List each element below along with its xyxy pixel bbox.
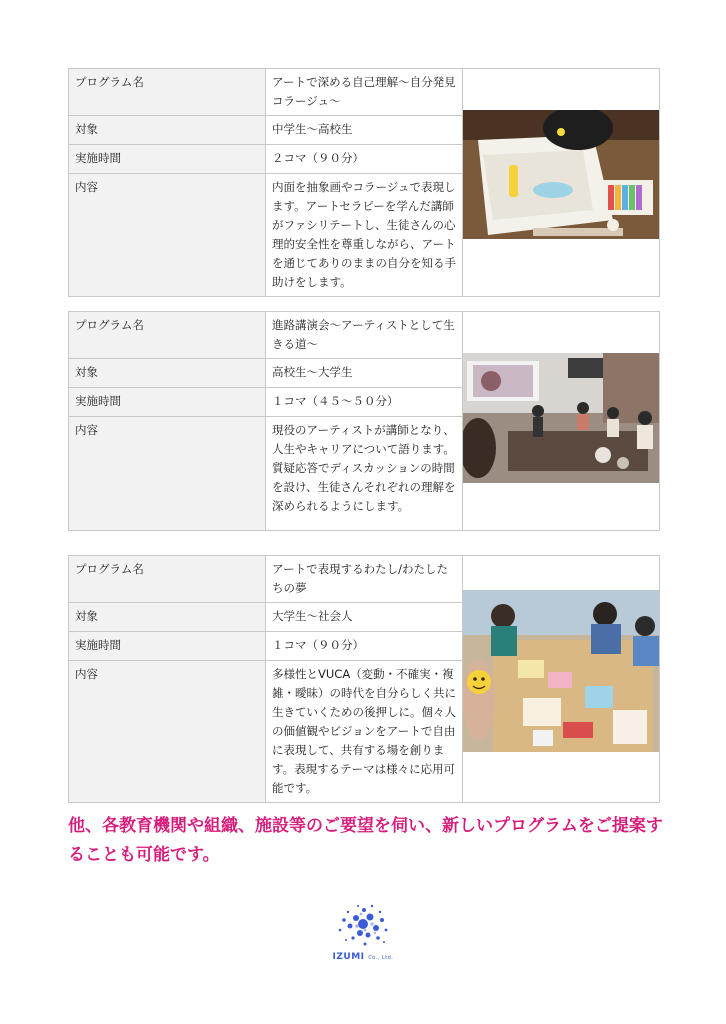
program-table-2 <box>68 311 656 531</box>
workshop-photo <box>463 590 659 752</box>
target-value: 高校生〜大学生 <box>266 359 463 388</box>
content-value: 現役のアーティストが講師となり、人生やキャリアについて語ります。質疑応答でディスカッションの時間を設け、生徒さんそれぞれの理解を深められるようにします。 <box>266 417 463 531</box>
logo-text <box>320 952 406 962</box>
time-value: ２コマ（９０分） <box>266 145 463 174</box>
target-label: 対象 <box>69 603 266 632</box>
photo-cell <box>463 312 660 531</box>
target-label: 対象 <box>69 116 266 145</box>
target-value: 大学生〜社会人 <box>266 603 463 632</box>
time-value: １コマ（４５〜５０分） <box>266 388 463 417</box>
company-logo <box>320 900 406 970</box>
target-label: 対象 <box>69 359 266 388</box>
program-name: アートで表現するわたし/わたしたちの夢 <box>266 556 463 603</box>
content-label: 内容 <box>69 417 266 531</box>
collage-photo <box>463 110 659 239</box>
program-name: アートで深める自己理解〜自分発見コラージュ〜 <box>266 69 463 116</box>
time-label: 実施時間 <box>69 632 266 661</box>
time-value: １コマ（９０分） <box>266 632 463 661</box>
program-name: 進路講演会〜アーティストとして生きる道〜 <box>266 312 463 359</box>
logo-suffix: Co., Ltd. <box>368 955 394 961</box>
photo-cell <box>463 556 660 803</box>
content-label: 内容 <box>69 174 266 297</box>
target-value: 中学生〜高校生 <box>266 116 463 145</box>
program-name-label: プログラム名 <box>69 556 266 603</box>
photo-cell <box>463 69 660 297</box>
program-name-label: プログラム名 <box>69 312 266 359</box>
time-label: 実施時間 <box>69 388 266 417</box>
content-label: 内容 <box>69 661 266 803</box>
program-table-3 <box>68 555 656 803</box>
lecture-photo <box>463 353 659 483</box>
content-value: 多様性とVUCA（変動・不確実・複雑・曖昧）の時代を自分らしく共に生きていくための後押しに。個々人の価値観やビジョンをアートで自由に表現して、共有する場を創ります。表現するテーマは様々に応用可能です。 <box>266 661 463 803</box>
footer-note: 他、各教育機関や組織、施設等のご要望を伺い、新しいプログラムをご提案することも可能です。 <box>68 816 663 865</box>
program-name-label: プログラム名 <box>69 69 266 116</box>
time-label: 実施時間 <box>69 145 266 174</box>
program-table-1 <box>68 68 656 297</box>
content-value: 内面を抽象画やコラージュで表現します。アートセラピーを学んだ講師がファシリテートし、生徒さんの心理的安全性を尊重しながら、アートを通じてありのままの自分を知る手助けをします。 <box>266 174 463 297</box>
logo-name: IZUMI <box>332 952 365 962</box>
splash-dots-icon <box>320 900 406 952</box>
